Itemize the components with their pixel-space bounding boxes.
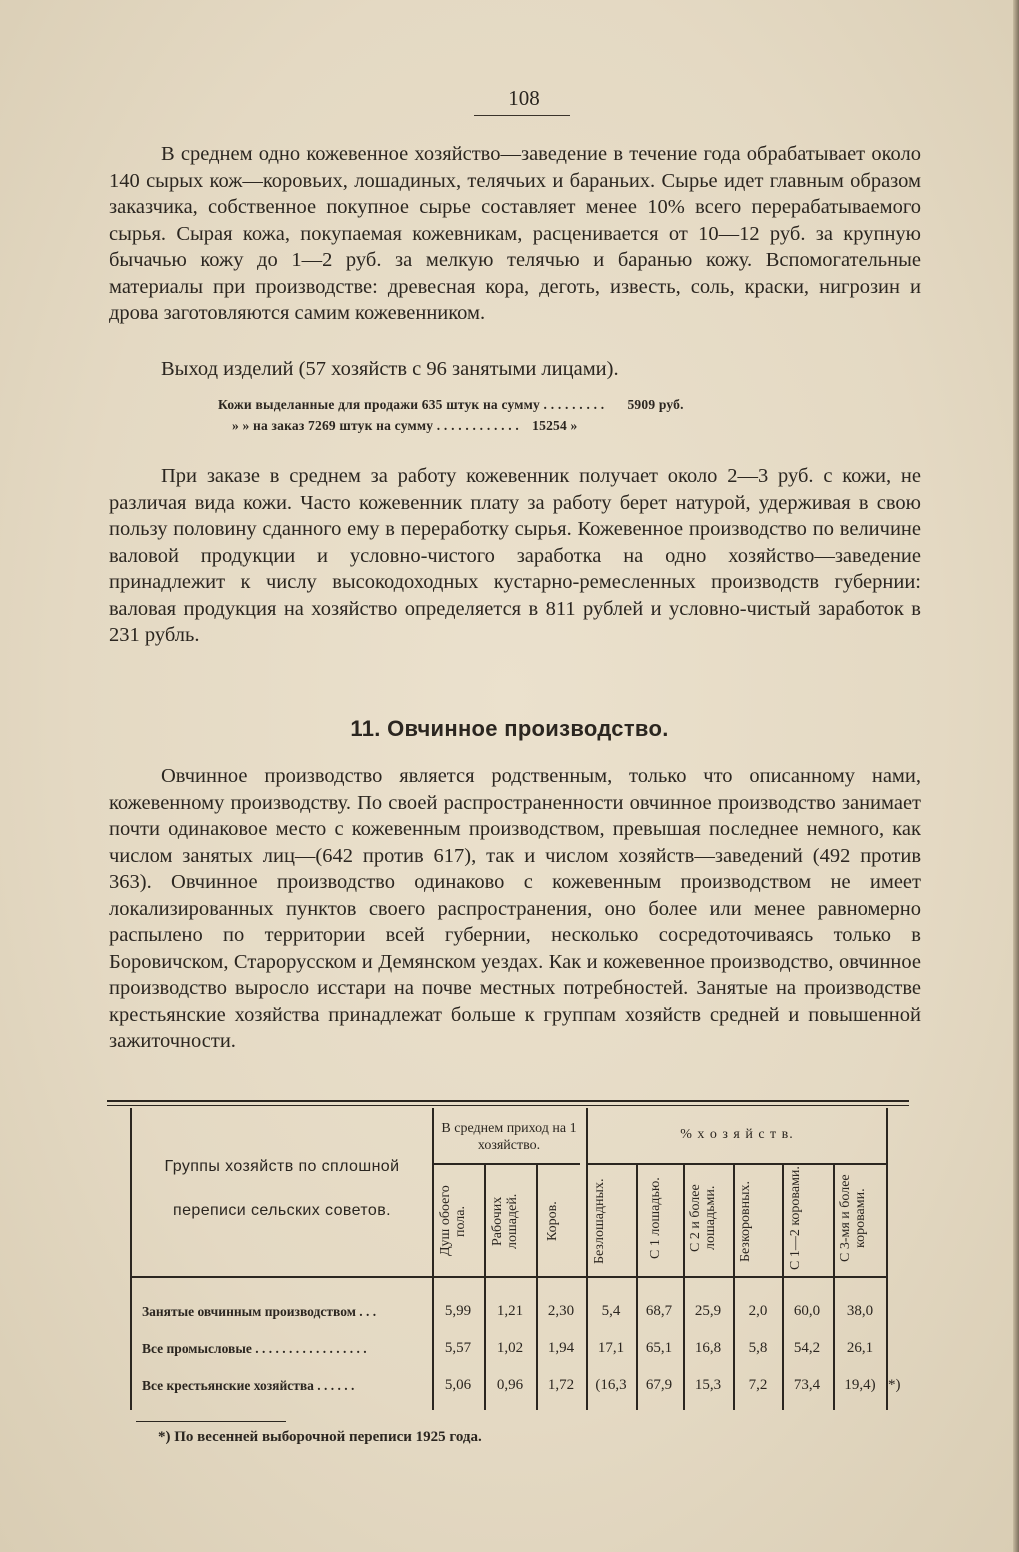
column-divider <box>683 1163 685 1410</box>
paragraph-text: Овчинное производство является родственным, только что описанному нами, кожевенному производству. По своей распространенности овчинное производство занимает почти одинаковое место с кожевенным производством, превышая последнее немного, как числом занятых лиц—(642 против 617), так и числом хозяйств—заведений (492 против 363). Овчинное производство одинаково с кожевенным производством не имеет локализированных пунктов своего распространения, оно более или менее равномерно распылено по территории всей губернии, несколько сосредоточиваясь только в Боровичском, Старорусском и Демянском уездах. Как и кожевенное производство, овчинное производство выросло исстари на почве местных потребностей. Занятые на производстве крестьянские хозяйства принадлежат больше к группам хозяйств средней и повышенной зажиточности. <box>109 765 921 1052</box>
footnote-rule <box>136 1421 286 1422</box>
col-header-two-horses: С 2 и более лошадьми. <box>688 1184 718 1252</box>
paragraph-text: Выход изделий (57 хозяйств с 96 занятыми лицами). <box>161 358 619 380</box>
column-divider <box>536 1163 538 1410</box>
paragraph-order-pay <box>109 463 921 649</box>
output-line-sale <box>218 397 684 413</box>
table-row-label: Занятые овчинным производством . . . <box>142 1304 377 1319</box>
table-cell: 19,4) <box>844 1377 876 1393</box>
section-heading: 11. Овчинное производство. <box>350 716 669 741</box>
table-top-rule-thin <box>107 1105 909 1106</box>
table-cell: 54,2 <box>793 1340 821 1356</box>
paragraph-sheepskin-production <box>109 763 921 1055</box>
column-divider <box>733 1163 735 1410</box>
col-header-no-horse: Безлошадных. <box>592 1178 607 1264</box>
column-divider <box>484 1163 486 1410</box>
column-divider <box>782 1163 784 1410</box>
col-header-one-two-cows: С 1—2 коровами. <box>788 1166 803 1270</box>
paragraph-output-intro <box>109 356 921 383</box>
col-header-no-cow: Безкоровных. <box>738 1180 753 1262</box>
table-top-rule <box>107 1100 909 1102</box>
col-header-persons: Душ обоего пола. <box>438 1185 468 1257</box>
column-divider <box>833 1163 835 1410</box>
table-border-right <box>886 1108 888 1410</box>
column-divider <box>636 1163 638 1410</box>
table-cell: 0,96 <box>496 1377 524 1393</box>
row-header-line1: Группы хозяйств по сплошной <box>164 1158 400 1175</box>
paragraph-text: При заказе в среднем за работу кожевенник получает около 2—3 руб. с кожи, не различая вида кожи. Часто кожевенник плату за работу берет натурой, удерживая в свою пользу половину сданного ему в переработку сырья. Кожевенное производство по величине валовой продукции и условно-чистого заработка на одно хозяйство—заведение принадлежит к числу высокодоходных кустарно-ремесленных производств губернии: валовая продукция на хозяйство определяется в 811 рублей и условно-чистый заработок в 231 рубль. <box>109 465 921 646</box>
group-header-rule <box>586 1163 886 1165</box>
table-cell: 1,94 <box>547 1340 575 1356</box>
output-value: 15254 » <box>532 418 578 433</box>
table-cell: 7,2 <box>748 1377 768 1393</box>
column-divider <box>432 1108 434 1410</box>
col-header-horses: Рабочих лошадей. <box>490 1193 520 1249</box>
table-border-left <box>130 1108 132 1410</box>
col-header-one-horse: С 1 лошадью. <box>648 1177 663 1259</box>
page-edge-shadow <box>1013 0 1019 1552</box>
group-header-average: В среднем приход на 1 хозяйство. <box>441 1121 577 1153</box>
table-cell: 5,57 <box>444 1340 472 1356</box>
footnote: *) По весенней выборочной переписи 1925 года. <box>158 1429 482 1445</box>
table-row-label: Все промысловые . . . . . . . . . . . . . . . . . <box>142 1341 367 1356</box>
paragraph-text: В среднем одно кожевенное хозяйство—заведение в течение года обрабатывает около 140 сырых кож—коровьих, лошадиных, телячьих и бараньих. Сырье идет главным образом заказчика, собственное покупное сырье составляет менее 10% всего перерабатываемого сырья. Сырая кожа, покупаемая кожевникам, расценивается от 10—12 руб. за крупную бычачью кожу до 1—2 руб. за мелкую телячью и баранью кожу. Вспомогательные материалы при производстве: древесная кора, деготь, известь, соль, краски, нигрозин и дрова заготовляются самим кожевенником. <box>109 143 921 324</box>
table-cell: 38,0 <box>846 1303 874 1319</box>
table-cell: 1,02 <box>496 1340 524 1356</box>
table-cell: 1,72 <box>547 1377 575 1393</box>
output-label: » » на заказ 7269 штук на сумму . . . . . . . . . . . . <box>232 418 520 433</box>
output-line-order <box>232 418 577 434</box>
table-cell: 73,4 <box>793 1377 821 1393</box>
group-header-percent: % х о з я й с т в. <box>680 1127 794 1142</box>
table-cell: 5,99 <box>444 1303 472 1319</box>
table-cell: 16,8 <box>694 1340 722 1356</box>
table-cell: 67,9 <box>645 1377 673 1393</box>
group-header-rule <box>432 1163 580 1165</box>
paragraph-leather-production <box>109 141 921 327</box>
table-cell: 60,0 <box>793 1303 821 1319</box>
table-cell: (16,3 <box>595 1377 627 1393</box>
row-header-line2: переписи сельских советов. <box>173 1202 391 1219</box>
page-number: 108 <box>508 86 540 110</box>
output-value: 5909 руб. <box>627 397 684 412</box>
output-label: Кожи выделанные для продажи 635 штук на сумму . . . . . . . . . <box>218 397 605 412</box>
table-row-label: Все крестьянские хозяйства . . . . . . <box>142 1378 355 1393</box>
col-header-cows: Коров. <box>545 1201 560 1241</box>
page-number-rule <box>474 115 570 116</box>
table-cell: 26,1 <box>846 1340 874 1356</box>
table-row-footnote-mark: *) <box>888 1377 901 1393</box>
table-cell: 5,8 <box>748 1340 768 1356</box>
table-cell: 5,06 <box>444 1377 472 1393</box>
header-bottom-rule <box>130 1276 888 1278</box>
table-cell: 68,7 <box>645 1303 673 1319</box>
table-cell: 65,1 <box>645 1340 673 1356</box>
table-cell: 25,9 <box>694 1303 722 1319</box>
table-cell: 1,21 <box>496 1303 524 1319</box>
table-cell: 2,30 <box>547 1303 575 1319</box>
table-cell: 15,3 <box>694 1377 722 1393</box>
table-cell: 17,1 <box>597 1340 625 1356</box>
column-divider <box>586 1108 588 1410</box>
table-cell: 2,0 <box>748 1303 768 1319</box>
col-header-three-cows: С 3-мя и более коровами. <box>838 1174 868 1262</box>
table-cell: 5,4 <box>601 1303 621 1319</box>
